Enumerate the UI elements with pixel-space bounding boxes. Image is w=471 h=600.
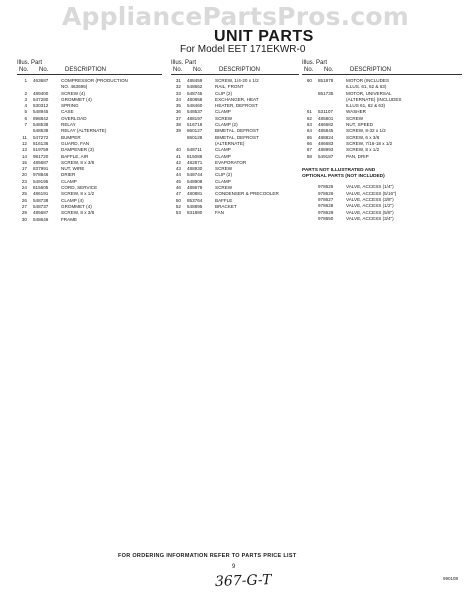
part-no: 978628 (318, 203, 334, 209)
part-description: NUT, WIRE (61, 166, 85, 172)
parts-row (302, 216, 462, 222)
part-no: 815086 (187, 153, 203, 159)
page-number: 9 (232, 564, 236, 570)
not-illustrated-note: PARTS NOT ILLUSTRATED AND (302, 167, 376, 173)
part-description: VALVE, ACCESS (3/4") (346, 215, 394, 221)
part-no: 851878 (318, 78, 334, 83)
part-no: 978626 (318, 190, 334, 196)
illus-no: 61 (306, 109, 312, 115)
illus-no: 6 (24, 115, 27, 121)
illus-no: 36 (175, 109, 181, 115)
illus-no: 27 (21, 203, 27, 209)
part-description: SCREW (4) (61, 90, 85, 96)
part-description: SCREW (346, 115, 364, 121)
part-description: RELAY (61, 122, 76, 128)
part-description: CONDENSER & PRECOOLER (215, 191, 279, 197)
handwritten-note: 367-G-T (214, 572, 272, 590)
illus-no: 60 (306, 78, 312, 83)
part-no: 978650 (318, 215, 334, 221)
part-no: 548711 (187, 147, 202, 153)
part-no: 530312 (33, 103, 49, 109)
illus-no: 62 (306, 115, 312, 121)
illus-no: 47 (175, 191, 181, 197)
part-description: MOTOR, UNIVERSAL (346, 90, 392, 96)
illus-no: 68 (306, 153, 312, 159)
illus-no: 67 (306, 147, 312, 153)
part-no: 548895 (187, 203, 203, 209)
part-description: BUMPER (61, 134, 81, 140)
part-description: SCREW, 8 x 1/2 (61, 191, 95, 197)
part-description: VALVE, ACCESS (1/4") (346, 184, 394, 190)
illus-no: 43 (175, 166, 181, 172)
parts-row (171, 210, 299, 216)
header-part-no: No. (193, 67, 203, 73)
illus-no: 24 (21, 185, 27, 191)
illus-no: 42 (175, 159, 181, 165)
part-description: NUT, SPEED (346, 122, 374, 128)
illus-no: 37 (175, 115, 181, 121)
part-description: BIMETAL, DEFROST (215, 128, 259, 134)
header-description: DESCRIPTION (350, 67, 392, 73)
part-no: 548538 (33, 122, 49, 128)
part-description: COMPRESSOR (PRODUCTION (61, 78, 128, 83)
part-no: 548537 (187, 109, 203, 115)
part-description: FRAME (61, 216, 78, 222)
part-no: 978629 (318, 209, 334, 215)
part-no: 548738 (33, 197, 49, 203)
illus-no: 30 (21, 216, 27, 222)
illus-no: 20 (21, 172, 27, 178)
part-no: 531107 (318, 109, 333, 115)
illus-no: 13 (21, 147, 27, 153)
illus-no: 46 (175, 185, 181, 191)
part-no: 816136 (33, 140, 49, 146)
header-illus-part: Illus. Part (302, 60, 328, 66)
part-description: GROMMET (4) (61, 96, 92, 102)
ordering-info-footer: FOR ORDERING INFORMATION REFER TO PARTS PRICE LIST (118, 553, 297, 559)
part-description: CLAMP (61, 178, 77, 184)
parts-row (302, 154, 462, 160)
part-no: 831880 (187, 210, 203, 216)
parts-column-3 (302, 60, 462, 222)
watermark: AppliancePartsPros.com (61, 2, 410, 31)
part-description: CLAMP (215, 153, 231, 159)
part-no: 853764 (187, 197, 203, 203)
illus-no: 52 (175, 203, 181, 209)
part-description: CLIP (2) (215, 90, 233, 96)
part-no: 815605 (33, 185, 49, 191)
part-no: 486683 (318, 140, 334, 146)
part-no: 548539 (33, 128, 49, 134)
part-no: 860128 (187, 134, 203, 140)
part-description: VALVE, ACCESS (5/16") (346, 190, 397, 196)
header-no: No. (304, 67, 314, 73)
part-no: 486191 (33, 191, 49, 197)
part-no: 549187 (318, 153, 334, 159)
part-no: 978846 (33, 172, 49, 178)
part-description: CLIP (2) (215, 172, 233, 178)
part-no: 978625 (318, 184, 334, 190)
part-description: CLAMP (215, 109, 231, 115)
part-description: RAIL, FRONT (215, 84, 244, 90)
part-no: 516716 (187, 122, 203, 128)
part-no: 549195 (33, 178, 49, 184)
part-description: (ALTERNATE) (215, 140, 245, 146)
illus-no: 3 (24, 96, 27, 102)
part-description: CORD, SERVICE (61, 185, 98, 191)
part-no: 978627 (318, 197, 334, 203)
part-no: 488930 (187, 166, 203, 172)
illus-no: 44 (175, 172, 181, 178)
illus-no: 39 (175, 128, 181, 134)
part-description: EVAPORATOR (215, 159, 247, 165)
part-no: 548908 (187, 178, 203, 184)
illus-no: 5 (24, 109, 27, 115)
part-no: 548737 (33, 203, 49, 209)
header-part-no: No. (39, 67, 49, 73)
part-no: 485687 (33, 159, 49, 165)
header-illus-part: Illus. Part (17, 60, 43, 66)
part-description: CASE (61, 109, 74, 115)
part-description: FAN (215, 210, 224, 216)
part-description: SCREW (215, 166, 233, 172)
illus-no: 64 (306, 128, 312, 134)
illus-no: 25 (21, 191, 27, 197)
model-line: For Model EET 171EKWR-0 (180, 44, 306, 55)
part-description: SCREW (215, 115, 233, 121)
illus-no: 17 (21, 166, 27, 172)
part-description: SPRING (61, 103, 79, 109)
part-description: (ALTERNATE) (INCLUDES (346, 96, 402, 102)
part-no: 480881 (187, 191, 203, 197)
part-description: BAFFLE (215, 197, 233, 203)
illus-no: 11 (22, 134, 27, 140)
part-no: 488824 (318, 134, 334, 140)
parts-row (17, 217, 162, 223)
illus-no: 4 (24, 103, 27, 109)
part-description: HEATER, DEFROST (215, 103, 258, 109)
illus-no: 26 (21, 197, 27, 203)
part-description: CLAMP (2) (215, 122, 238, 128)
part-description: GROMMET (4) (61, 203, 92, 209)
part-description: SCREW, 7/16-18 x 1/2 (346, 140, 393, 146)
not-illustrated-note: OPTIONAL PARTS (NOT INCLUDED) (302, 174, 385, 180)
part-description: SCREW (215, 185, 233, 191)
part-no: 488459 (187, 78, 203, 83)
illus-no: 7 (24, 122, 27, 128)
part-no: 485845 (318, 128, 334, 134)
part-description: CLAMP (4) (61, 197, 84, 203)
column-header (17, 60, 162, 75)
part-no: 548744 (187, 172, 203, 178)
part-description: RELAY (ALTERNATE) (61, 128, 107, 134)
part-no: 547280 (33, 96, 49, 102)
column-header (302, 60, 462, 75)
part-description: NO. 463695) (61, 84, 88, 90)
column-header (171, 60, 299, 75)
part-description: ILLUS. 61, 62 & 63) (346, 84, 387, 90)
part-no: 860127 (187, 128, 203, 134)
illus-no: 15 (21, 159, 27, 165)
part-no: 548646 (33, 216, 49, 222)
part-no: 837991 (33, 166, 49, 172)
part-no: 519759 (33, 147, 49, 153)
part-no: 548745 (187, 90, 203, 96)
illus-no: 33 (175, 90, 181, 96)
illus-no: 40 (175, 147, 181, 153)
illus-no: 14 (21, 153, 27, 159)
part-description: SCREW, 8 x 3/8 (61, 159, 95, 165)
illus-no: 35 (175, 103, 181, 109)
illus-no: 32 (175, 84, 181, 90)
part-description: WASHER (346, 109, 366, 115)
part-no: 547272 (33, 134, 49, 140)
part-no: 488679 (187, 185, 203, 191)
part-no: 981720 (33, 153, 49, 159)
part-no: 482871 (187, 159, 203, 165)
header-description: DESCRIPTION (219, 67, 261, 73)
part-description: VALVE, ACCESS (3/8") (346, 197, 394, 203)
illus-no: 45 (175, 178, 181, 184)
illus-no: 29 (21, 210, 27, 216)
part-description: MOTOR (INCLUDES (346, 78, 390, 83)
part-description: VALVE, ACCESS (1/2") (346, 203, 394, 209)
illus-no: 38 (175, 122, 181, 128)
part-description: BRACKET (215, 203, 237, 209)
part-description: SCREW, 8 x 3/8 (61, 210, 95, 216)
illus-no: 1 (24, 78, 27, 83)
part-description: EXCHANGER, HEAT (215, 96, 259, 102)
illus-no: 12 (21, 140, 27, 146)
header-no: No. (173, 67, 183, 73)
part-description: BAFFLE, AIR (61, 153, 89, 159)
part-description: SCREW, 8-32 x 1/2 (346, 128, 386, 134)
part-description: ILLUS 61, 62 & 63) (346, 103, 386, 109)
part-no: 898842 (33, 115, 49, 121)
illus-no: 41 (175, 153, 181, 159)
illus-no: 34 (175, 96, 181, 102)
part-description: PAN, DRIP (346, 153, 369, 159)
document-code: 990108 (443, 576, 459, 581)
page-title: UNIT PARTS (214, 28, 314, 45)
part-no: 548460 (187, 103, 203, 109)
illus-no: 31 (175, 78, 181, 83)
part-no: 485801 (318, 115, 334, 121)
part-description: DRIER (61, 172, 76, 178)
parts-column-2 (171, 60, 299, 217)
part-description: DAMPENER (3) (61, 147, 94, 153)
illus-no: 2 (24, 90, 27, 96)
illus-no: 63 (306, 122, 312, 128)
part-description: CLAMP (215, 147, 231, 153)
parts-column-1 (17, 60, 162, 223)
header-description: DESCRIPTION (65, 67, 107, 73)
part-description: SCREW, 1/4-20 x 1/2 (215, 78, 259, 83)
part-description: SCREW, 6 x 3/8 (346, 134, 380, 140)
illus-no: 53 (175, 210, 181, 216)
part-no: 463687 (33, 78, 49, 83)
illus-no: 66 (306, 140, 312, 146)
part-no: 480858 (187, 96, 203, 102)
part-no: 486682 (318, 122, 334, 128)
part-description: CLAMP (215, 178, 231, 184)
illus-no: 23 (21, 178, 27, 184)
illus-no: 50 (175, 197, 181, 203)
part-no: 851735 (318, 90, 334, 96)
header-no: No. (19, 67, 29, 73)
part-no: 488197 (187, 115, 203, 121)
part-description: SCREW, 8 x 1/2 (346, 147, 380, 153)
part-no: 489400 (33, 90, 49, 96)
part-no: 485687 (33, 210, 49, 216)
part-no: 488993 (318, 147, 334, 153)
part-description: VALVE, ACCESS (5/8") (346, 209, 394, 215)
part-no: 548945 (33, 109, 49, 115)
part-description: GUARD, FAN (61, 140, 90, 146)
part-description: OVERLOAD (61, 115, 87, 121)
part-description: BIMETAL, DEFROST (215, 134, 259, 140)
part-no: 548662 (187, 84, 203, 90)
illus-no: 65 (306, 134, 312, 140)
header-illus-part: Illus. Part (171, 60, 197, 66)
header-part-no: No. (324, 67, 334, 73)
